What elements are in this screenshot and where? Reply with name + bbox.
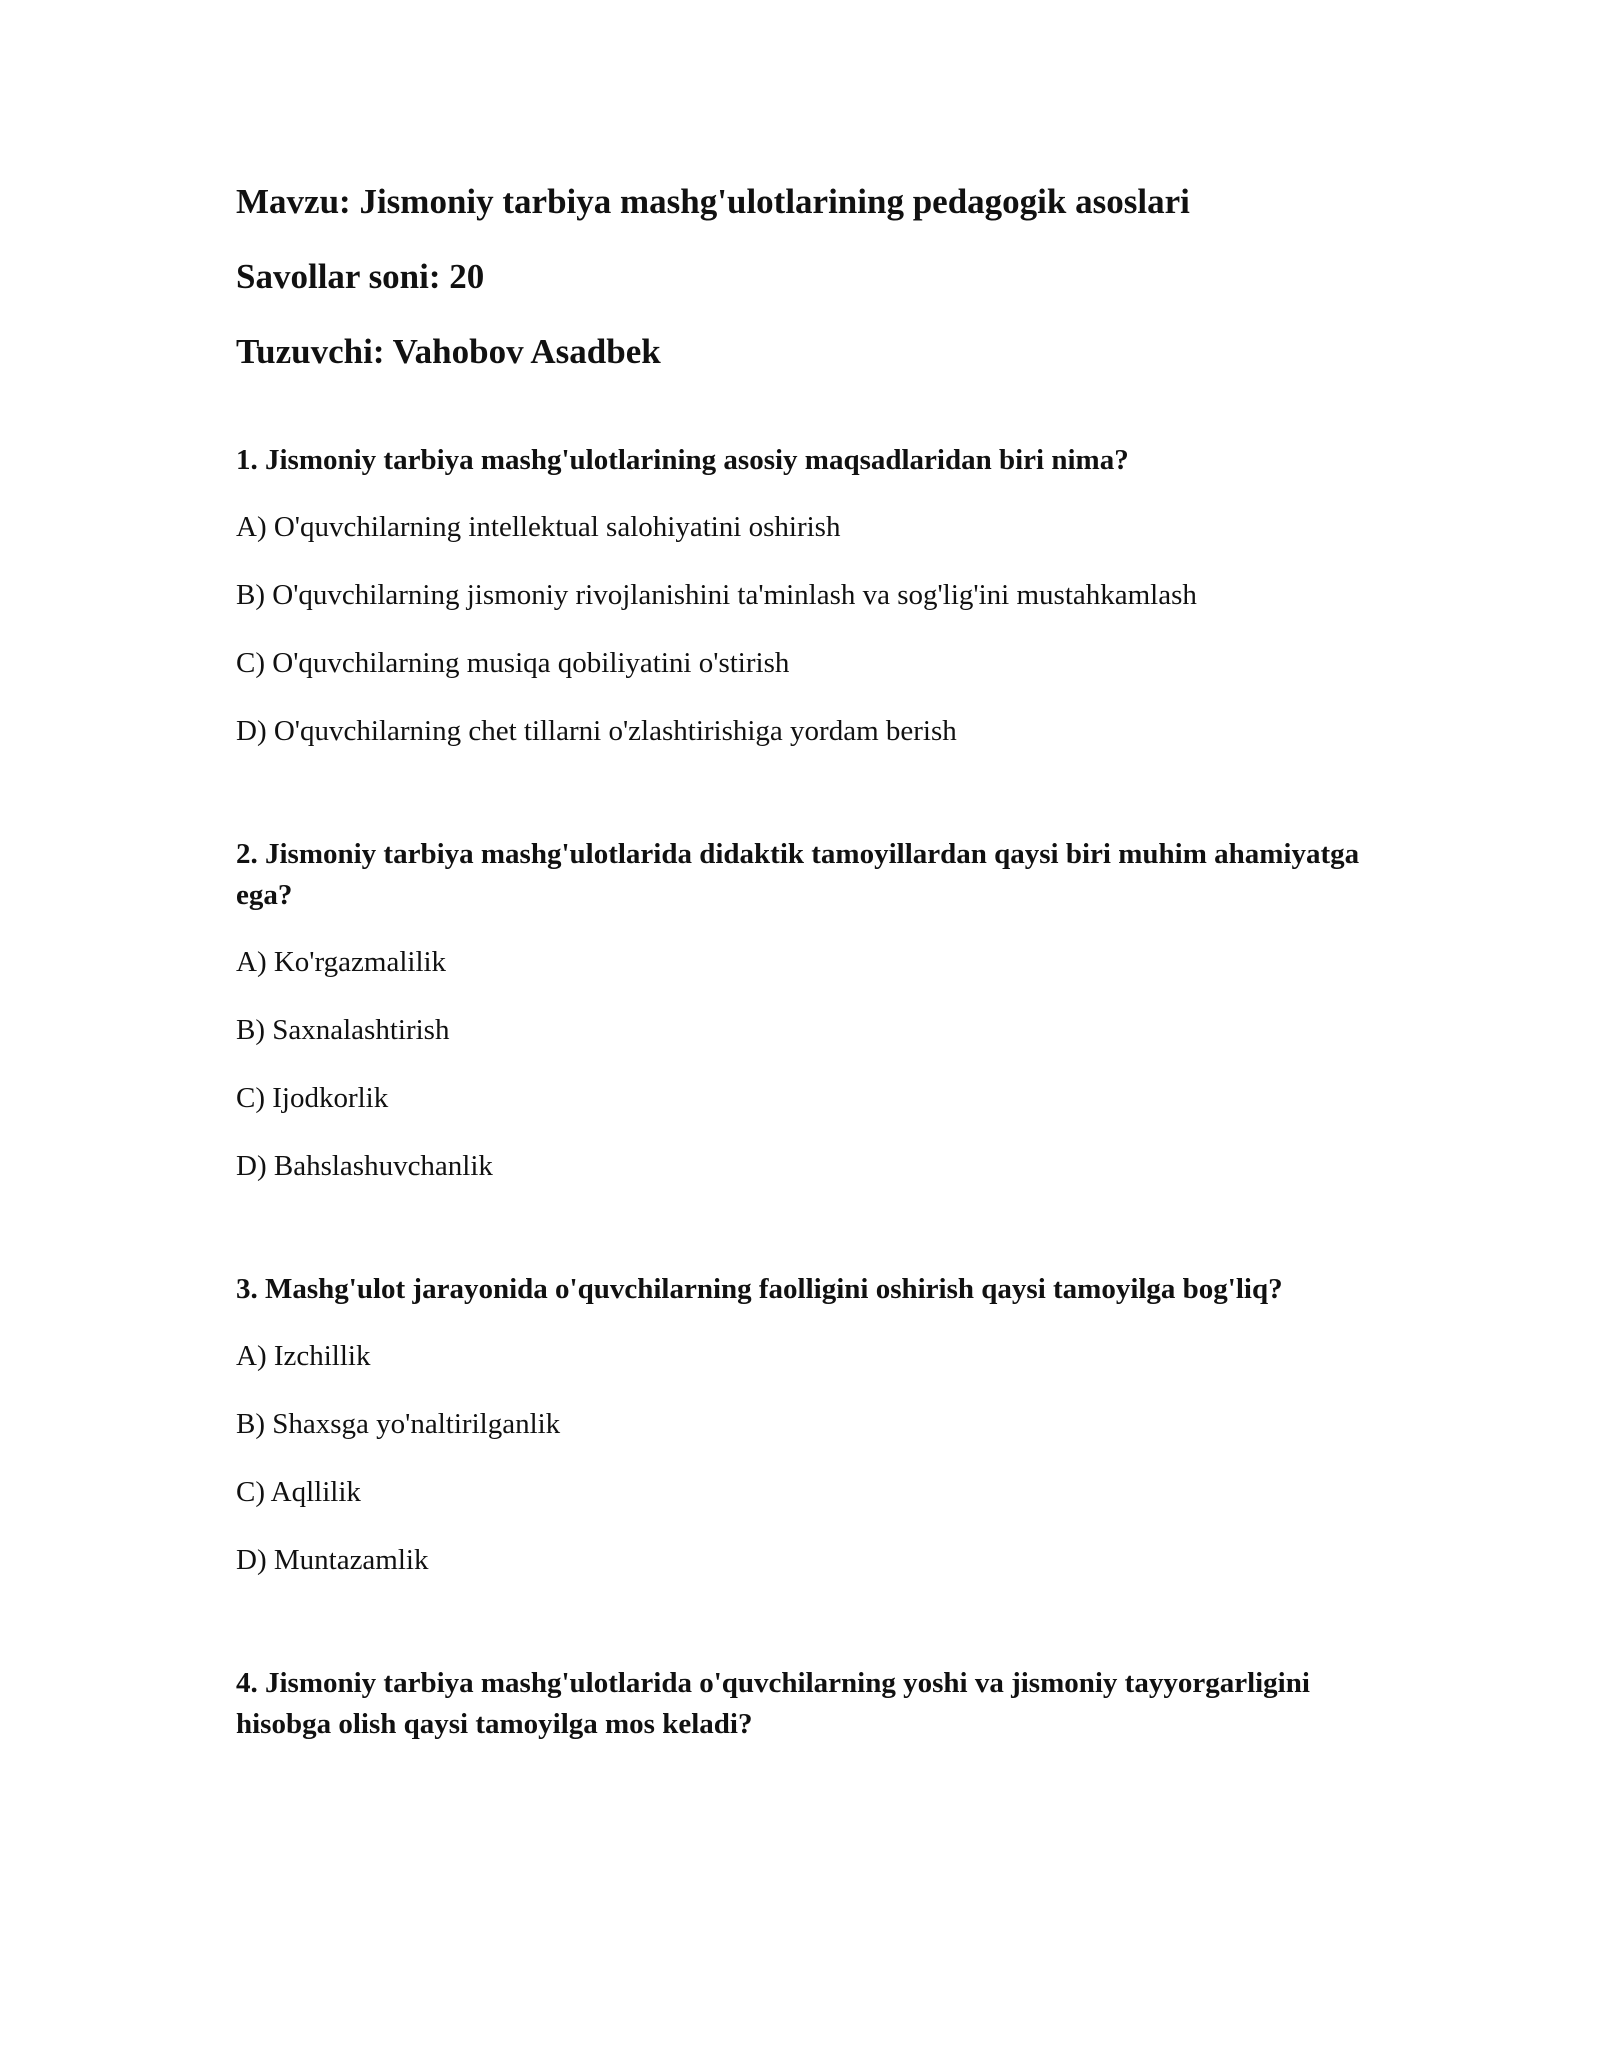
question-count-line: Savollar soni: 20 [236, 257, 485, 296]
option-b: B) Saxnalashtirish [236, 1014, 450, 1046]
option-d: D) Bahslashuvchanlik [236, 1150, 493, 1182]
option-c: C) Ijodkorlik [236, 1082, 389, 1114]
option-c: C) Aqllilik [236, 1476, 361, 1508]
option-d: D) Muntazamlik [236, 1544, 429, 1576]
question-1 [236, 440, 1386, 752]
option-a: A) Izchillik [236, 1340, 371, 1372]
author-line: Tuzuvchi: Vahobov Asadbek [236, 332, 661, 371]
option-b: B) O'quvchilarning jismoniy rivojlanishini ta'minlash va sog'lig'ini mustahkamlash [236, 579, 1197, 611]
option-d: D) O'quvchilarning chet tillarni o'zlashtirishiga yordam berish [236, 715, 957, 747]
option-a: A) Ko'rgazmalilik [236, 946, 447, 978]
question-2 [236, 834, 1386, 1187]
option-a: A) O'quvchilarning intellektual salohiyatini oshirish [236, 511, 841, 543]
question-title: 3. Mashg'ulot jarayonida o'quvchilarning faolligini oshirish qaysi tamoyilga bog'liq? [236, 1273, 1283, 1305]
option-c: C) O'quvchilarning musiqa qobiliyatini o'stirish [236, 647, 790, 679]
question-3 [236, 1269, 1386, 1581]
question-title: 4. Jismoniy tarbiya mashg'ulotlarida o'quvchilarning yoshi va jismoniy tayyorgarligini hisobga olish qaysi tamoyilga mos keladi? [236, 1667, 1310, 1740]
option-b: B) Shaxsga yo'naltirilganlik [236, 1408, 561, 1440]
question-title: 1. Jismoniy tarbiya mashg'ulotlarining asosiy maqsadlaridan biri nima? [236, 444, 1129, 476]
topic-line: Mavzu: Jismoniy tarbiya mashg'ulotlarining pedagogik asoslari [236, 182, 1190, 221]
document-header [236, 180, 1386, 374]
document-page [236, 180, 1386, 1827]
question-title: 2. Jismoniy tarbiya mashg'ulotlarida didaktik tamoyillardan qaysi biri muhim ahamiyatga ega? [236, 838, 1360, 911]
question-4 [236, 1663, 1386, 1745]
